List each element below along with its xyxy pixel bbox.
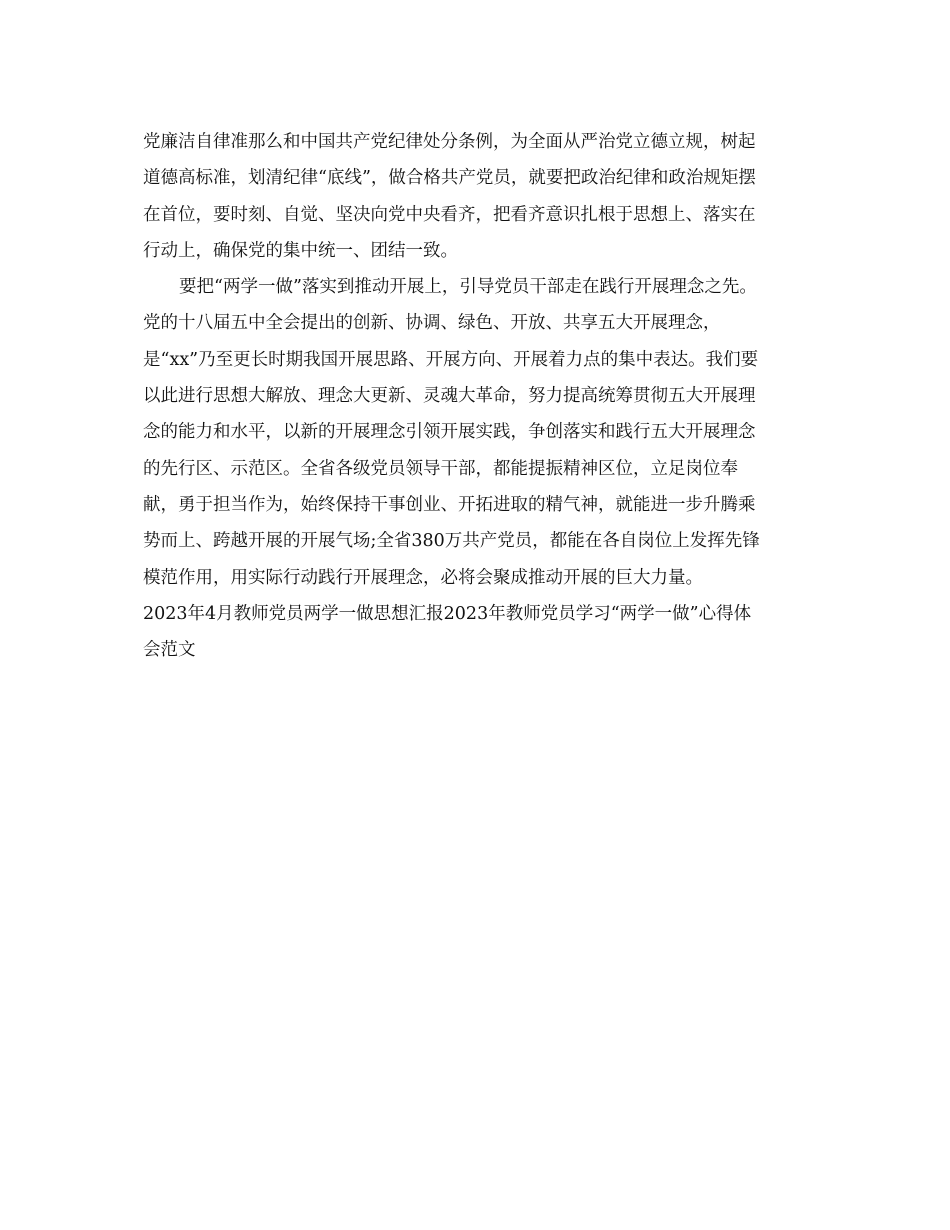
text-line: 在首位，要时刻、自觉、坚决向党中央看齐，把看齐意识扎根于思想上、落实在 xyxy=(143,204,756,225)
text-line: 党的十八届五中全会提出的创新、协调、绿色、开放、共享五大开展理念， xyxy=(143,313,721,334)
text-line: 以此进行思想大解放、理念大更新、灵魂大革命，努力提高统筹贯彻五大开展理 xyxy=(143,386,756,407)
text-line: 的先行区、示范区。全省各级党员领导干部，都能提振精神区位，立足岗位奉 xyxy=(143,458,738,479)
paragraph-discipline xyxy=(143,124,823,269)
text-line: 势而上、跨越开展的开展气场;全省380万共产党员，都能在各自岗位上发挥先锋 xyxy=(143,531,760,552)
text-line: 模范作用，用实际行动践行开展理念，必将会聚成推动开展的巨大力量。 xyxy=(143,567,703,588)
paragraph-related-titles xyxy=(143,596,823,669)
text-line: 要把“两学一做”落实到推动开展上，引导党员干部走在践行开展理念之先。 xyxy=(179,277,757,298)
text-line: 道德高标准，划清纪律“底线”，做合格共产党员，就要把政治纪律和政治规矩摆 xyxy=(143,168,756,189)
text-line: 党廉洁自律准那么和中国共产党纪律处分条例，为全面从严治党立德立规，树起 xyxy=(143,132,756,152)
text-line: 念的能力和水平，以新的开展理念引领开展实践，争创落实和践行五大开展理念 xyxy=(143,422,756,443)
document-body xyxy=(143,124,823,668)
text-line: 2023年4月教师党员两学一做思想汇报2023年教师党员学习“两学一做”心得体 xyxy=(143,603,752,624)
text-line: 献，勇于担当作为，始终保持干事创业、开拓进取的精气神，就能进一步升腾乘 xyxy=(143,494,756,515)
text-line: 会范文 xyxy=(143,640,196,661)
text-line: 是“xx”乃至更长时期我国开展思路、开展方向、开展着力点的集中表达。我们要 xyxy=(143,349,759,370)
text-line: 行动上，确保党的集中统一、团结一致。 xyxy=(143,240,458,261)
paragraph-development xyxy=(143,269,823,596)
